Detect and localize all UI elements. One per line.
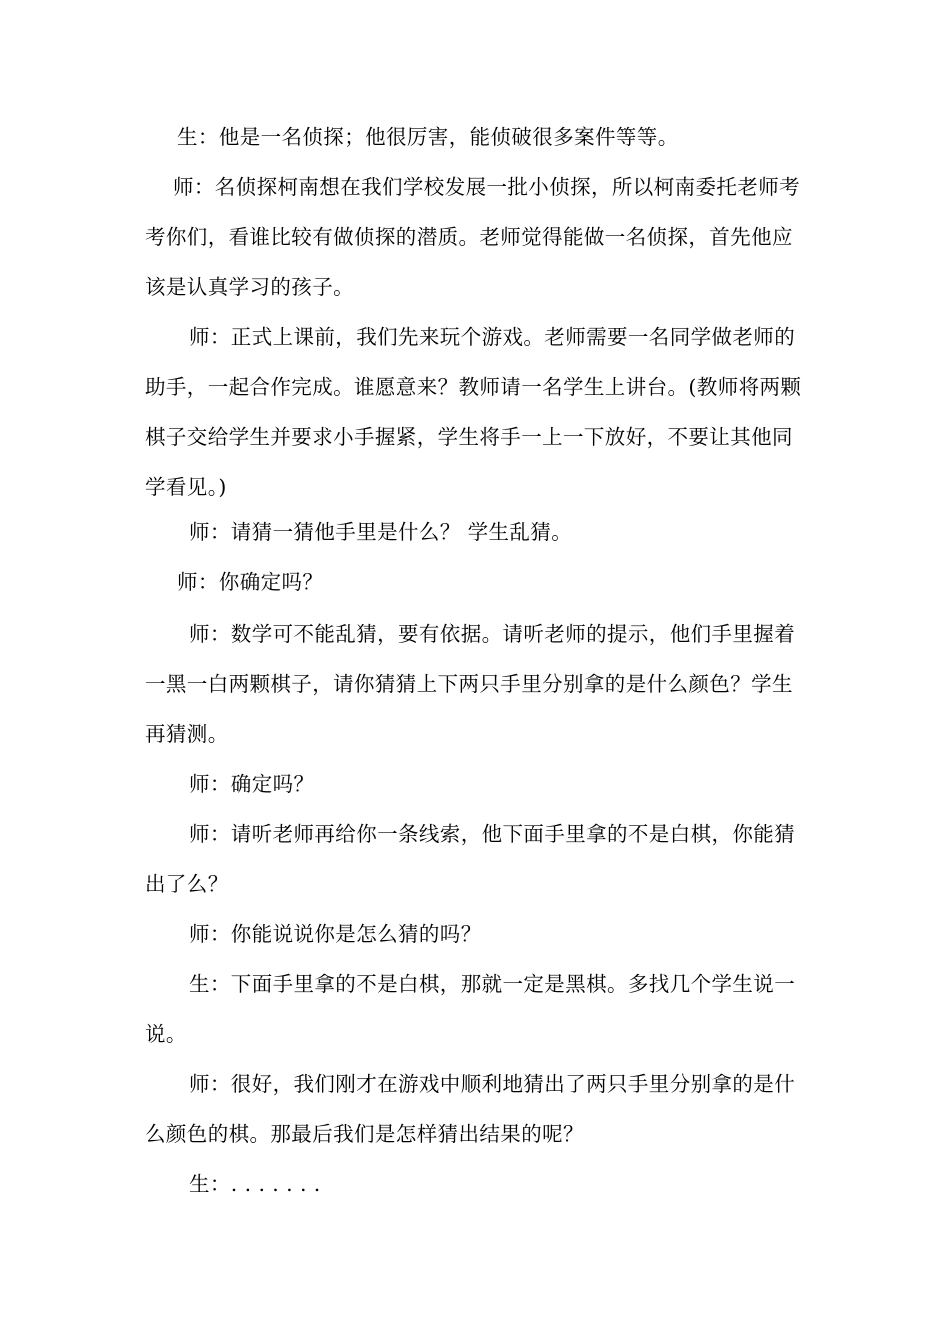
dialogue-paragraph-6: 师：数学可不能乱猜，要有依据。请听老师的提示，他们手里握着一黑一白两颗棋子，请你猜猜上下两只手里分别拿的是什么颜色？学生再猜测。: [145, 622, 796, 746]
dialogue-paragraph-7: 师：确定吗？: [189, 772, 315, 796]
dialogue-paragraph-12: 生：. . . . . . .: [189, 1172, 321, 1196]
dialogue-paragraph-2: 师：名侦探柯南想在我们学校发展一批小侦探，所以柯南委托老师考考你们，看谁比较有做侦探的潜质。老师觉得能做一名侦探，首先他应该是认真学习的孩子。: [145, 175, 800, 299]
dialogue-paragraph-5: 师：你确定吗？: [177, 570, 324, 594]
dialogue-paragraph-4: 师：请猜一猜他手里是什么？ 学生乱猜。: [189, 520, 573, 544]
dialogue-paragraph-8: 师：请听老师再给你一条线索，他下面手里拿的不是白棋，你能猜出了么？: [145, 822, 796, 896]
dialogue-paragraph-10: 生：下面手里拿的不是白棋，那就一定是黑棋。多找几个学生说一说。: [145, 972, 796, 1046]
dialogue-paragraph-1: 生：他是一名侦探；他很厉害，能侦破很多案件等等。: [177, 125, 679, 149]
dialogue-paragraph-11: 师：很好，我们刚才在游戏中顺利地猜出了两只手里分别拿的是什么颜色的棋。那最后我们是怎样猜出结果的呢？: [145, 1072, 796, 1146]
dialogue-paragraph-9: 师：你能说说你是怎么猜的吗？: [189, 922, 482, 946]
dialogue-paragraph-3: 师：正式上课前，我们先来玩个游戏。老师需要一名同学做老师的助手，一起合作完成。谁愿意来？教师请一名学生上讲台。(教师将两颗棋子交给学生并要求小手握紧，学生将手一上一下放好，不要让其他同学看见。): [145, 325, 802, 499]
